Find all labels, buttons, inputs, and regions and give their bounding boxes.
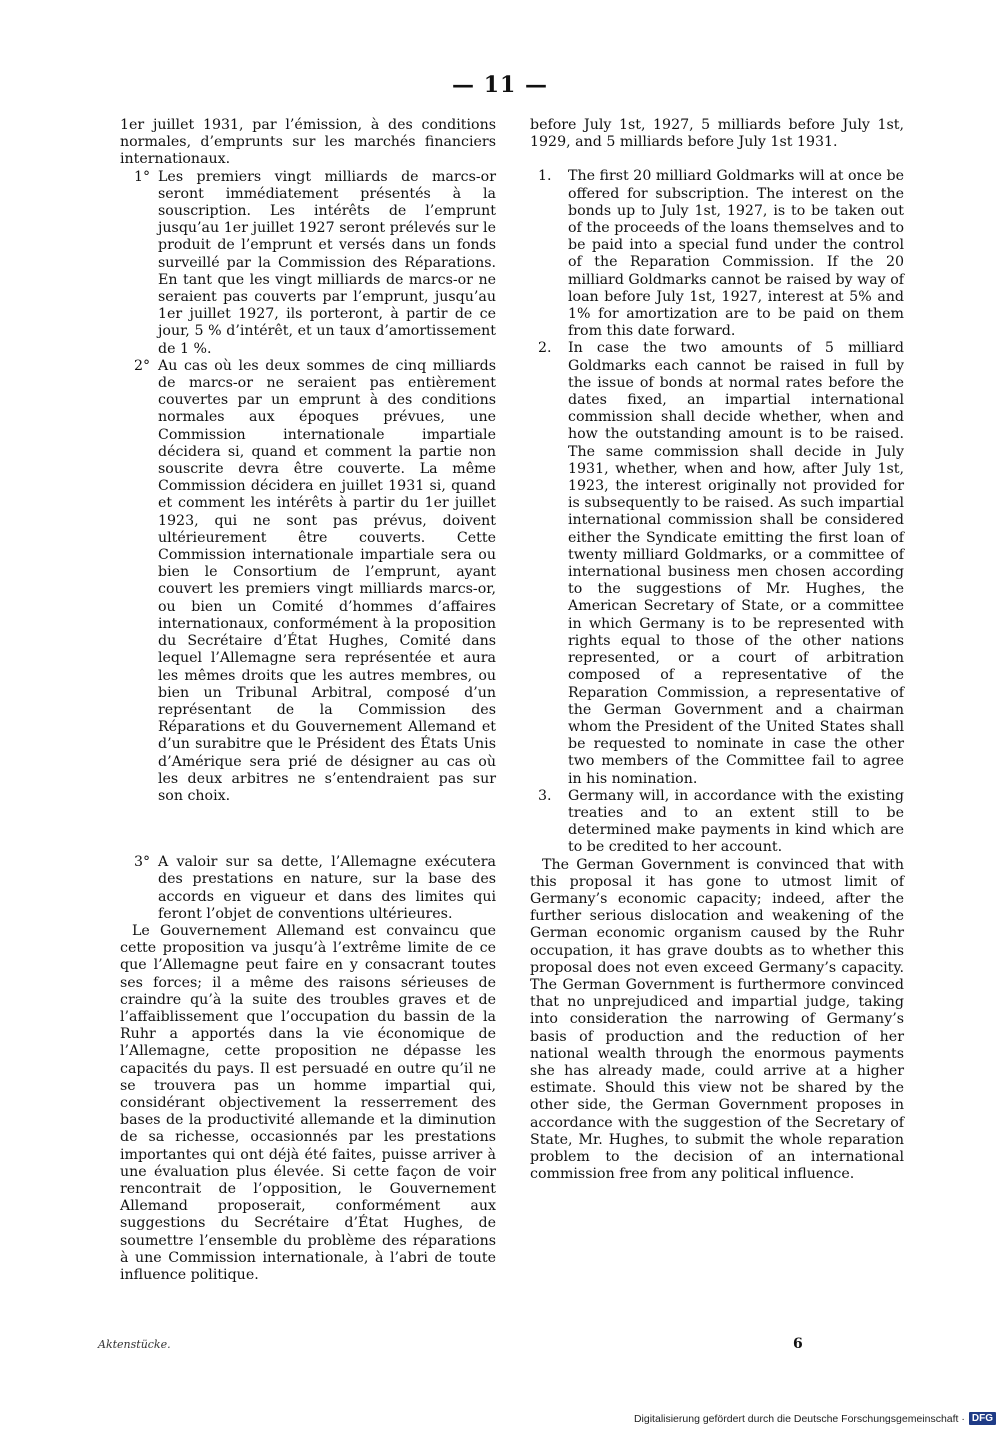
- item-text: Les premiers vingt milliards de marcs-or seront immédiatement présentés à la souscription. Les intérêts de l’emprunt jusqu’au 1er juillet 1927 seront prélevés sur le produit de l’emprunt et versés dans un fonds surveillé par la Commission des Réparations. En tant que les vingt milliards de marcs-or ne seraient pas couverts par l’emprunt, jusqu’au 1er juillet 1927, ils porteront, à partir de ce jour, 5 % d’intérêt, et un taux d’amortissement de 1 %.: [158, 168, 496, 357]
- english-item-3: [530, 788, 904, 857]
- dfg-logo-icon: DFG: [969, 1412, 996, 1425]
- item-number: 1.: [538, 168, 552, 185]
- page-number: — 11 —: [452, 72, 548, 98]
- item-number: 1°: [134, 168, 151, 185]
- item-text: Germany will, in accordance with the existing treaties and to an extent still to be determined make payments in kind which are to be credited to her account.: [568, 787, 904, 856]
- french-item-2: [120, 358, 496, 805]
- french-column: [120, 117, 496, 1284]
- signature-number: 6: [793, 1336, 803, 1352]
- english-item-1: [530, 168, 904, 340]
- footer-label: Aktenstücke.: [98, 1338, 171, 1351]
- english-intro: before July 1st, 1927, 5 milliards before July 1st, 1929, and 5 milliards before July 1st 1931.: [530, 117, 904, 151]
- english-item-2: [530, 340, 904, 787]
- item-number: 3.: [538, 787, 552, 804]
- item-text: Au cas où les deux sommes de cinq milliards de marcs-or ne seraient pas entièrement couvertes par un emprunt à des conditions normales aux époques prévues, une Commission internationale impartiale décidera si, quand et comment la partie non souscrite devra être couverte. La même Commission décidera en juillet 1931 si, quand et comment les intérêts à partir du 1er juillet 1923, qui ne sont pas prévus, doivent ultérieurement être couverts. Cette Commission internationale impartiale sera ou bien le Consortium de l’emprunt, ayant couvert les premiers vingt milliards marcs-or, ou bien un Comité d’hommes d’affaires internationaux, conformément à la proposition du Secrétaire d’État Hughes, Comité dans lequel l’Allemagne sera représentée et aura les mêmes droits que les autres membres, ou bien un Tribunal Arbitral, composé d’un représentant de la Commission des Réparations et du Gouvernement Allemand et d’un surabitre que le Président des États Unis d’Amérique sera prié de désigner au cas où les deux arbitres ne s’entendraient pas sur son choix.: [158, 357, 496, 804]
- item-number: 2°: [134, 357, 151, 374]
- french-closing: Le Gouvernement Allemand est convaincu que cette proposition va jusqu’à l’extrême limite de ce que l’Allemagne peut faire en y consacrant toutes ses forces; il a même des raisons sérieuses de craindre qu’à la suite des troubles graves et de l’affaiblissement que l’occupation du bassin de la Ruhr a apportés dans la vie économique de l’Allemagne, cette proposition ne dépasse les capacités du pays. Il est persuadé en outre qu’il ne se trouvera pas un homme impartial qui, considérant objectivement la resserrement des bases de la productivité allemande et la diminution de sa richesse, occasionnés par les prestations importantes qui ont déjà été faites, puisse arriver à une évaluation plus élevée. Si cette façon de voir rencontrait de l’opposition, le Gouvernement Allemand proposerait, conformément aux suggestions du Secrétaire d’État Hughes, de soumettre l’ensemble du problème des réparations à une Commission internationale, à l’abri de toute influence politique.: [120, 922, 496, 1283]
- french-item-3: [120, 854, 496, 923]
- item-number: 2.: [538, 340, 552, 357]
- credit-text: Digitalisierung gefördert durch die Deutsche Forschungsgemeinschaft ·: [633, 1412, 965, 1425]
- item-text: The first 20 milliard Goldmarks will at once be offered for subscription. The interest on the bonds up to July 1st, 1927, is to be taken out of the proceeds of the loans themselves and to be paid into a special fund under the control of the Reparation Commission. If the 20 milliard Goldmarks cannot be raised by way of loan before July 1st, 1927, interest at 5% and 1% for amortization are to be paid on them from this date forward.: [568, 168, 905, 340]
- french-item-1: [120, 169, 496, 358]
- english-closing: The German Government is convinced that with this proposal it has gone to utmost limit of Germany’s economic capacity; indeed, after the further serious dislocation and weakening of the German economic organism caused by the Ruhr occupation, it has grave doubts as to whether this proposal does not even exceed Germany’s capacity. The German Government is furthermore convinced that no unprejudiced and impartial judge, taking into consideration the narrowing of Germany’s basis of production and the reduction of her national wealth through the enormous payments she has already made, could arrive at a higher estimate. Should this view not be shared by the other side, the German Government proposes in accordance with the suggestion of the Secretary of State, Mr. Hughes, to submit the whole reparation problem to the decision of an international commission free from any political influence.: [530, 856, 904, 1183]
- english-column: [530, 117, 904, 1183]
- french-intro: 1er juillet 1931, par l’émission, à des conditions normales, d’emprunts sur les marchés financiers internationaux.: [120, 117, 496, 168]
- item-text: In case the two amounts of 5 milliard Goldmarks each cannot be raised in full by the issue of bonds at normal rates before the dates fixed, an impartial international commission shall decide whether, when and how the outstanding amount is to be raised. The same commission shall decide in July 1931, whether, when and how, after July 1st, 1923, the interest originally not provided for is subsequently to be raised. As such impartial international commission shall be considered either the Syndicate emitting the first loan of twenty milliard Goldmarks, or a committee of international business men chosen according to the suggestions of Mr. Hughes, the American Secretary of State, or a committee in which Germany is to be represented with rights equal to those of the other nations represented, or a court of arbitration composed of a representative of the Reparation Commission, a representative of the German Government and a chairman whom the President of the United States shall be requested to nominate in case the other two members of the Committee fail to agree in his nomination.: [568, 340, 904, 787]
- item-text: A valoir sur sa dette, l’Allemagne exécutera des prestations en nature, sur la base des accords en vigueur et dans des limites qui feront l’objet de conventions ultérieures.: [158, 854, 496, 922]
- item-number: 3°: [134, 854, 151, 871]
- digitization-credit: [608, 1412, 996, 1425]
